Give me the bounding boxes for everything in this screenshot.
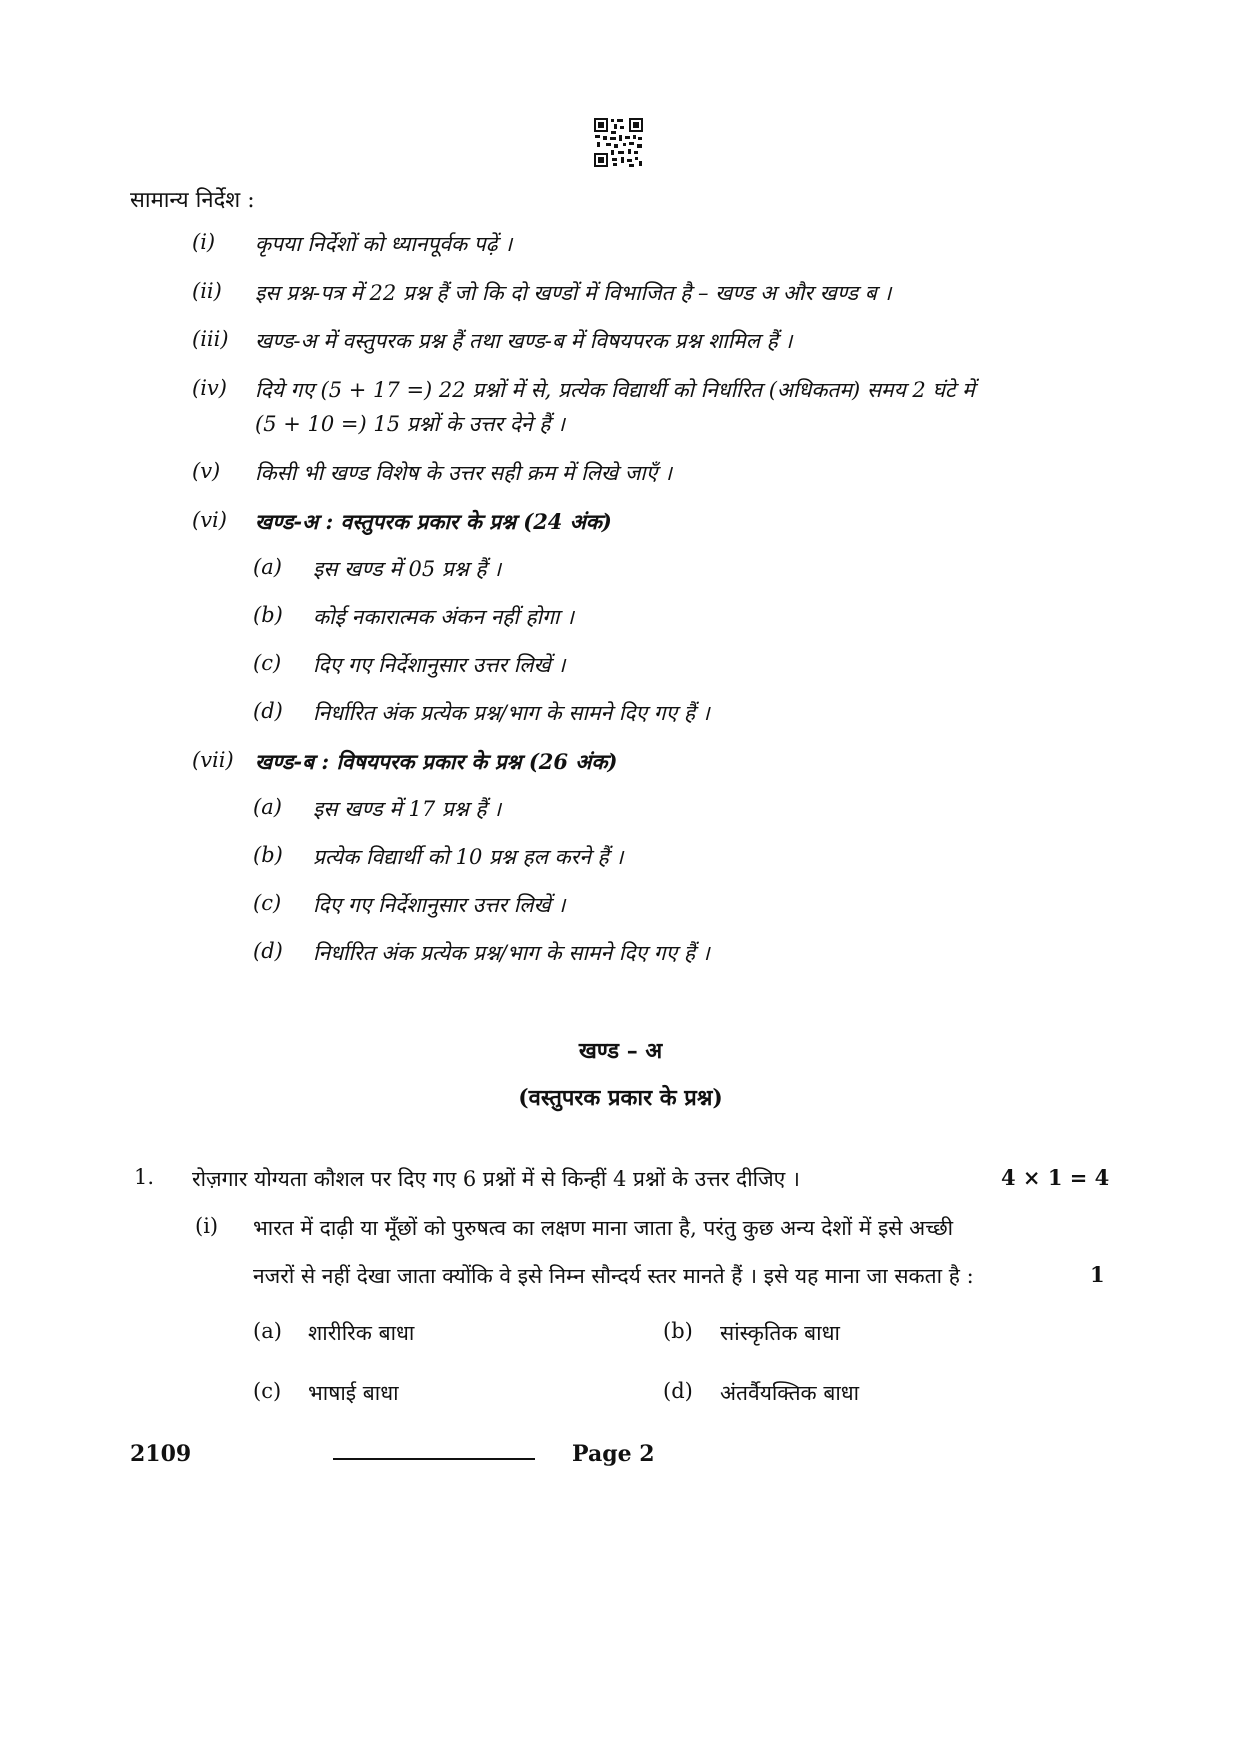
sub-instruction-num: (d) xyxy=(253,699,283,723)
option-text: भाषाई बाधा xyxy=(308,1381,399,1405)
instruction-text: खण्ड-अ में वस्तुपरक प्रश्न हैं तथा खण्ड-ब में विषयपरक प्रश्न शामिल हैं । xyxy=(255,329,793,353)
instruction-text: कृपया निर्देशों को ध्यानपूर्वक पढ़ें । xyxy=(255,232,513,256)
sub-instruction-text: कोई नकारात्मक अंकन नहीं होगा । xyxy=(313,605,574,629)
instruction-num: (v) xyxy=(192,459,221,483)
sub-instruction-num: (c) xyxy=(253,891,282,915)
sub-instruction-text: दिए गए निर्देशानुसार उत्तर लिखें । xyxy=(313,653,566,677)
sub-instruction-num: (a) xyxy=(253,795,282,819)
sub-instruction-num: (c) xyxy=(253,651,282,675)
instruction-text: इस प्रश्न-पत्र में 22 प्रश्न हैं जो कि दो खण्डों में विभाजित है – खण्ड अ और खण्ड ब । xyxy=(255,281,892,305)
sub-instruction-num: (a) xyxy=(253,555,282,579)
sub-instruction-text: इस खण्ड में 05 प्रश्न हैं । xyxy=(313,557,502,581)
general-instructions-title: सामान्य निर्देश : xyxy=(130,188,255,213)
sub-instruction-num: (b) xyxy=(253,843,283,867)
instruction-text: किसी भी खण्ड विशेष के उत्तर सही क्रम में लिखे जाएँ । xyxy=(255,461,672,485)
instruction-text-continued: (5 + 10 =) 15 प्रश्नों के उत्तर देने हैं । xyxy=(255,412,566,436)
sub-question-marks: 1 xyxy=(1090,1262,1105,1287)
option-label: (c) xyxy=(253,1379,282,1403)
sub-question-text-line2: नजरों से नहीं देखा जाता क्योंकि वे इसे निम्न सौन्दर्य स्तर मानते हैं । इसे यह माना जा सकता है : xyxy=(253,1264,974,1288)
option-label: (d) xyxy=(663,1379,693,1403)
sub-instruction-num: (b) xyxy=(253,603,283,627)
question-text: रोज़गार योग्यता कौशल पर दिए गए 6 प्रश्नों में से किन्हीं 4 प्रश्नों के उत्तर दीजिए । xyxy=(192,1167,800,1191)
page-number: Page 2 xyxy=(572,1441,655,1467)
section-subtitle: (वस्तुपरक प्रकार के प्रश्न) xyxy=(518,1085,723,1111)
sub-question-number: (i) xyxy=(195,1214,219,1238)
option-text: अंतर्वैयक्तिक बाधा xyxy=(720,1381,860,1405)
instruction-num: (vi) xyxy=(192,508,227,532)
instruction-num: (i) xyxy=(192,230,216,254)
option-label: (b) xyxy=(663,1319,693,1343)
footer-rule xyxy=(333,1458,535,1460)
paper-code: 2109 xyxy=(130,1441,192,1467)
sub-instruction-num: (d) xyxy=(253,939,283,963)
question-number: 1. xyxy=(134,1165,155,1189)
sub-instruction-text: प्रत्येक विद्यार्थी को 10 प्रश्न हल करने हैं । xyxy=(313,845,624,869)
section-a-instruction-heading: खण्ड-अ : वस्तुपरक प्रकार के प्रश्न (24 अंक) xyxy=(255,509,612,534)
instruction-num: (iv) xyxy=(192,376,227,400)
sub-instruction-text: इस खण्ड में 17 प्रश्न हैं । xyxy=(313,797,502,821)
instruction-num: (vii) xyxy=(192,748,234,772)
qr-code xyxy=(593,117,644,168)
instruction-num: (ii) xyxy=(192,279,222,303)
sub-instruction-text: निर्धारित अंक प्रत्येक प्रश्न/भाग के सामने दिए गए हैं । xyxy=(313,701,710,725)
option-text: सांस्कृतिक बाधा xyxy=(720,1321,840,1345)
sub-question-text-line1: भारत में दाढ़ी या मूँछों को पुरुषत्व का लक्षण माना जाता है, परंतु कुछ अन्य देशों में इसे अच्छी xyxy=(253,1216,954,1240)
option-label: (a) xyxy=(253,1319,282,1343)
sub-instruction-text: दिए गए निर्देशानुसार उत्तर लिखें । xyxy=(313,893,566,917)
instruction-text: दिये गए (5 + 17 =) 22 प्रश्नों में से, प्रत्येक विद्यार्थी को निर्धारित (अधिकतम) समय 2 घंटे में xyxy=(255,378,975,402)
option-text: शारीरिक बाधा xyxy=(308,1321,415,1345)
question-marks: 4 × 1 = 4 xyxy=(1001,1165,1110,1190)
section-b-instruction-heading: खण्ड-ब : विषयपरक प्रकार के प्रश्न (26 अंक) xyxy=(255,749,618,774)
section-title: खण्ड – अ xyxy=(578,1038,663,1064)
sub-instruction-text: निर्धारित अंक प्रत्येक प्रश्न/भाग के सामने दिए गए हैं । xyxy=(313,941,710,965)
instruction-num: (iii) xyxy=(192,327,229,351)
